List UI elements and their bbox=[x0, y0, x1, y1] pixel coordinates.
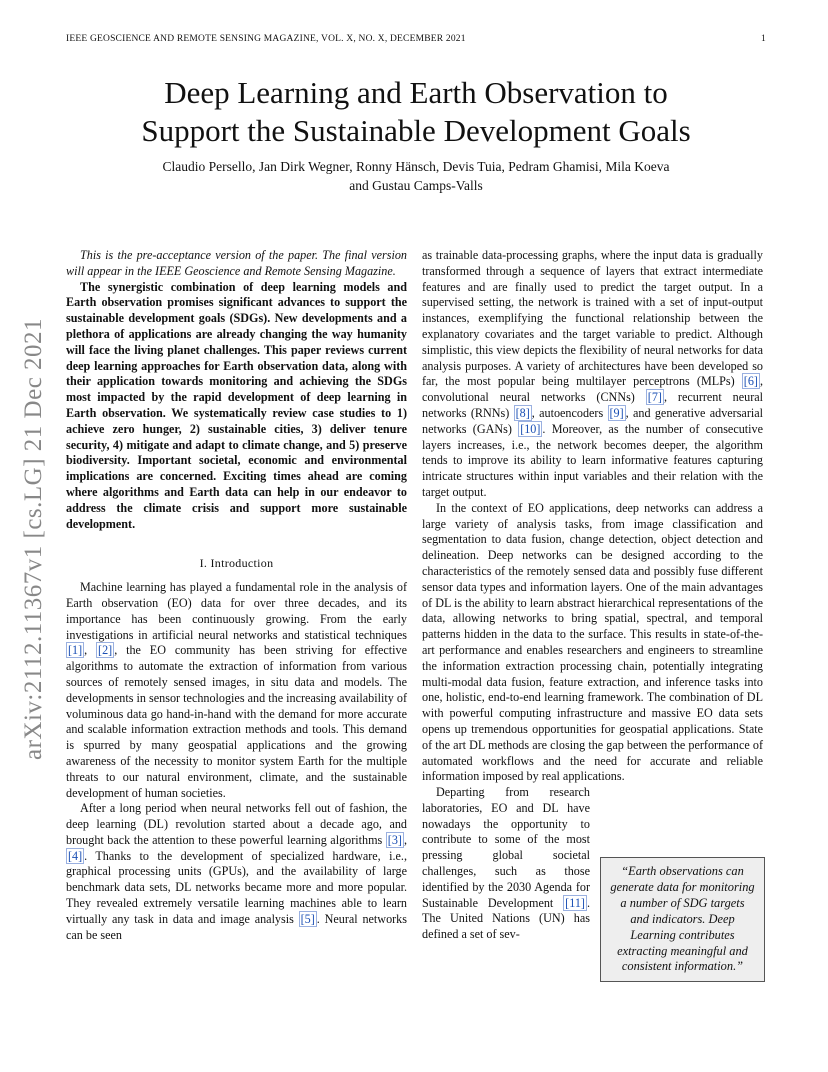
citation-link[interactable]: [8] bbox=[515, 405, 530, 420]
text-run: . Moreover, as the number of consecutive layers increases, i.e., the network becomes deeper, the algorithm tends to improve its ability to learn informative features capturing intricate structures within input variables and their relation with the target output. bbox=[422, 421, 763, 499]
section-heading-introduction: I. Introduction bbox=[199, 556, 274, 571]
title-line-1: Deep Learning and Earth Observation to bbox=[164, 75, 668, 110]
citation-link[interactable]: [2] bbox=[98, 643, 113, 658]
intro-paragraph-2 bbox=[66, 801, 407, 943]
citation-link[interactable]: [4] bbox=[68, 848, 83, 863]
text-run: , bbox=[403, 832, 407, 847]
authors-line-1: Claudio Persello, Jan Dirk Wegner, Ronny Hänsch, Devis Tuia, Pedram Ghamisi, Mila Koeva bbox=[162, 159, 670, 174]
text-run: Machine learning has played a fundamental role in the analysis of Earth observation (EO) data for over three decades, and its importance has been continuously growing. From the early investigations in artificial neural networks and statistical techniques bbox=[66, 580, 407, 642]
text-run: After a long period when neural networks fell out of fashion, the deep learning (DL) revolution started about a decade ago, and brought back the attention to these powerful learning algorithms bbox=[66, 801, 407, 847]
intro-paragraph-1 bbox=[66, 580, 407, 801]
text-run: , the EO community has been striving for effective algorithms to automate the extraction of information from various sources of remotely sensed images, in situ data and models. The developments in sensor technologies and the increasing availability of voluminous data go hand-in-hand with the demand for more accurate and scalable information extraction methods and tools. This demand is spurred by many geospatial applications and the growing awareness of the necessity to monitor system Earth for the multiple threats to our natural environment, climate, and the sustainable development of human societies. bbox=[66, 643, 407, 800]
right-column bbox=[422, 248, 763, 943]
citation-link[interactable]: [6] bbox=[743, 374, 758, 389]
citation-link[interactable]: [11] bbox=[565, 895, 585, 910]
journal-line: IEEE GEOSCIENCE AND REMOTE SENSING MAGAZINE, VOL. X, NO. X, DECEMBER 2021 bbox=[66, 34, 466, 44]
right-paragraph-2: In the context of EO applications, deep networks can address a large variety of analysis tasks, from image classification and segmentation to data fusion, change detection, object detection and delineation. Deep networks can be designed according to the characteristics of the remotely sensed data and possibly fuse different sensor data types and information layers. One of the main advantages of DL is the ability to learn abstract hierarchical representations of the data, allowing networks to bring spatial, spectral, and temporal patterns hidden in the data to the surface. This results in state-of-the-art performance and enables researchers and engineers to streamline the information extraction processing chain, potentially integrating multi-modal data fusion, feature extraction, and inference tasks into one, holistic, end-to-end learning framework. The combination of DL with powerful computing infrastructure and massive EO data sets opens up tremendous opportunities for geospatial applications. State of the art DL methods are closing the gap between the performance of automated workflows and the need for accurate and reliable information imposed by real applications. bbox=[422, 500, 763, 784]
right-paragraph-1 bbox=[422, 248, 763, 501]
text-run: . The United Nations (UN) has defined a set of sev- bbox=[422, 895, 590, 942]
left-column bbox=[66, 248, 407, 943]
citation-link[interactable]: [3] bbox=[387, 832, 402, 847]
text-run: Departing from research laboratories, EO and DL have nowadays the opportunity to contribute to some of the most pressing global societal challenges, such as those identified by the 2030 Agenda for Sustainable Development bbox=[422, 785, 590, 910]
text-run: as trainable data-processing graphs, where the input data is gradually transformed through a sequence of layers that extract intermediate features and are finally used to predict the target output. In a supervised setting, the network is trained with a set of input-output instances, exemplifying the functional relationship between the explanatory covariates and the target variable to predict. Although simplistic, this view depicts the flexibility of neural networks for data analysis purposes. A variety of architectures have been developed so far, the most popular being multilayer perceptrons (MLPs) bbox=[422, 248, 763, 389]
citation-link[interactable]: [9] bbox=[609, 405, 624, 420]
arxiv-stamp: arXiv:2112.11367v1 [cs.LG] 21 Dec 2021 bbox=[20, 317, 47, 760]
pull-quote-box: “Earth observations can generate data for monitoring a number of SDG targets and indicators. Deep Learning contributes extracting meaningful and consistent information.” bbox=[600, 857, 765, 982]
author-list bbox=[66, 157, 766, 195]
page-number: 1 bbox=[761, 34, 766, 44]
title-line-2: Support the Sustainable Development Goals bbox=[141, 113, 691, 148]
text-run: , bbox=[84, 643, 97, 658]
right-paragraph-3 bbox=[422, 785, 590, 943]
text-run: , autoencoders bbox=[531, 405, 608, 420]
pre-acceptance-note: This is the pre-acceptance version of the paper. The final version will appear in the IEEE Geoscience and Remote Sensing Magazine. bbox=[66, 248, 407, 278]
paper-title bbox=[66, 74, 766, 150]
text-run: , recurrent neural networks (RNNs) bbox=[422, 390, 764, 420]
abstract: The synergistic combination of deep learning models and Earth observation promises significant advances to support the sustainable development goals (SDGs). New developments and a plethora of applications are already changing the way humanity will face the living planet challenges. This paper reviews current deep learning approaches for Earth observation data, along with their application towards monitoring and achieving the SDGs most impacted by the rapid development of deep learning in Earth observation. We systematically review case studies to 1) achieve zero hunger, 2) sustainable cities, 3) deliver tenure security, 4) mitigate and adapt to climate change, and 5) preserve biodiversity. Important societal, economic and environmental implications are concerned. Exciting times ahead are coming where algorithms and Earth data can help in our endeavor to address the climate crisis and support more sustainable development. bbox=[66, 279, 407, 531]
citation-link[interactable]: [1] bbox=[68, 643, 83, 658]
authors-line-2: and Gustau Camps-Valls bbox=[349, 178, 483, 193]
citation-link[interactable]: [7] bbox=[647, 390, 662, 405]
citation-link[interactable]: [10] bbox=[520, 421, 541, 436]
citation-link[interactable]: [5] bbox=[300, 911, 315, 926]
text-run: , convolutional neural networks (CNNs) bbox=[422, 374, 763, 405]
text-run: , and generative adversarial networks (GANs) bbox=[422, 405, 763, 436]
text-run: . Thanks to the development of specialized hardware, i.e., graphical processing units (GPUs), and the availability of large benchmark data sets, DL networks became more and more popular. They revealed extremely versatile learning machines able to learn virtually any task in data and image analysis bbox=[66, 848, 407, 926]
running-header bbox=[66, 34, 766, 44]
text-run: . Neural networks can be seen bbox=[66, 911, 407, 942]
